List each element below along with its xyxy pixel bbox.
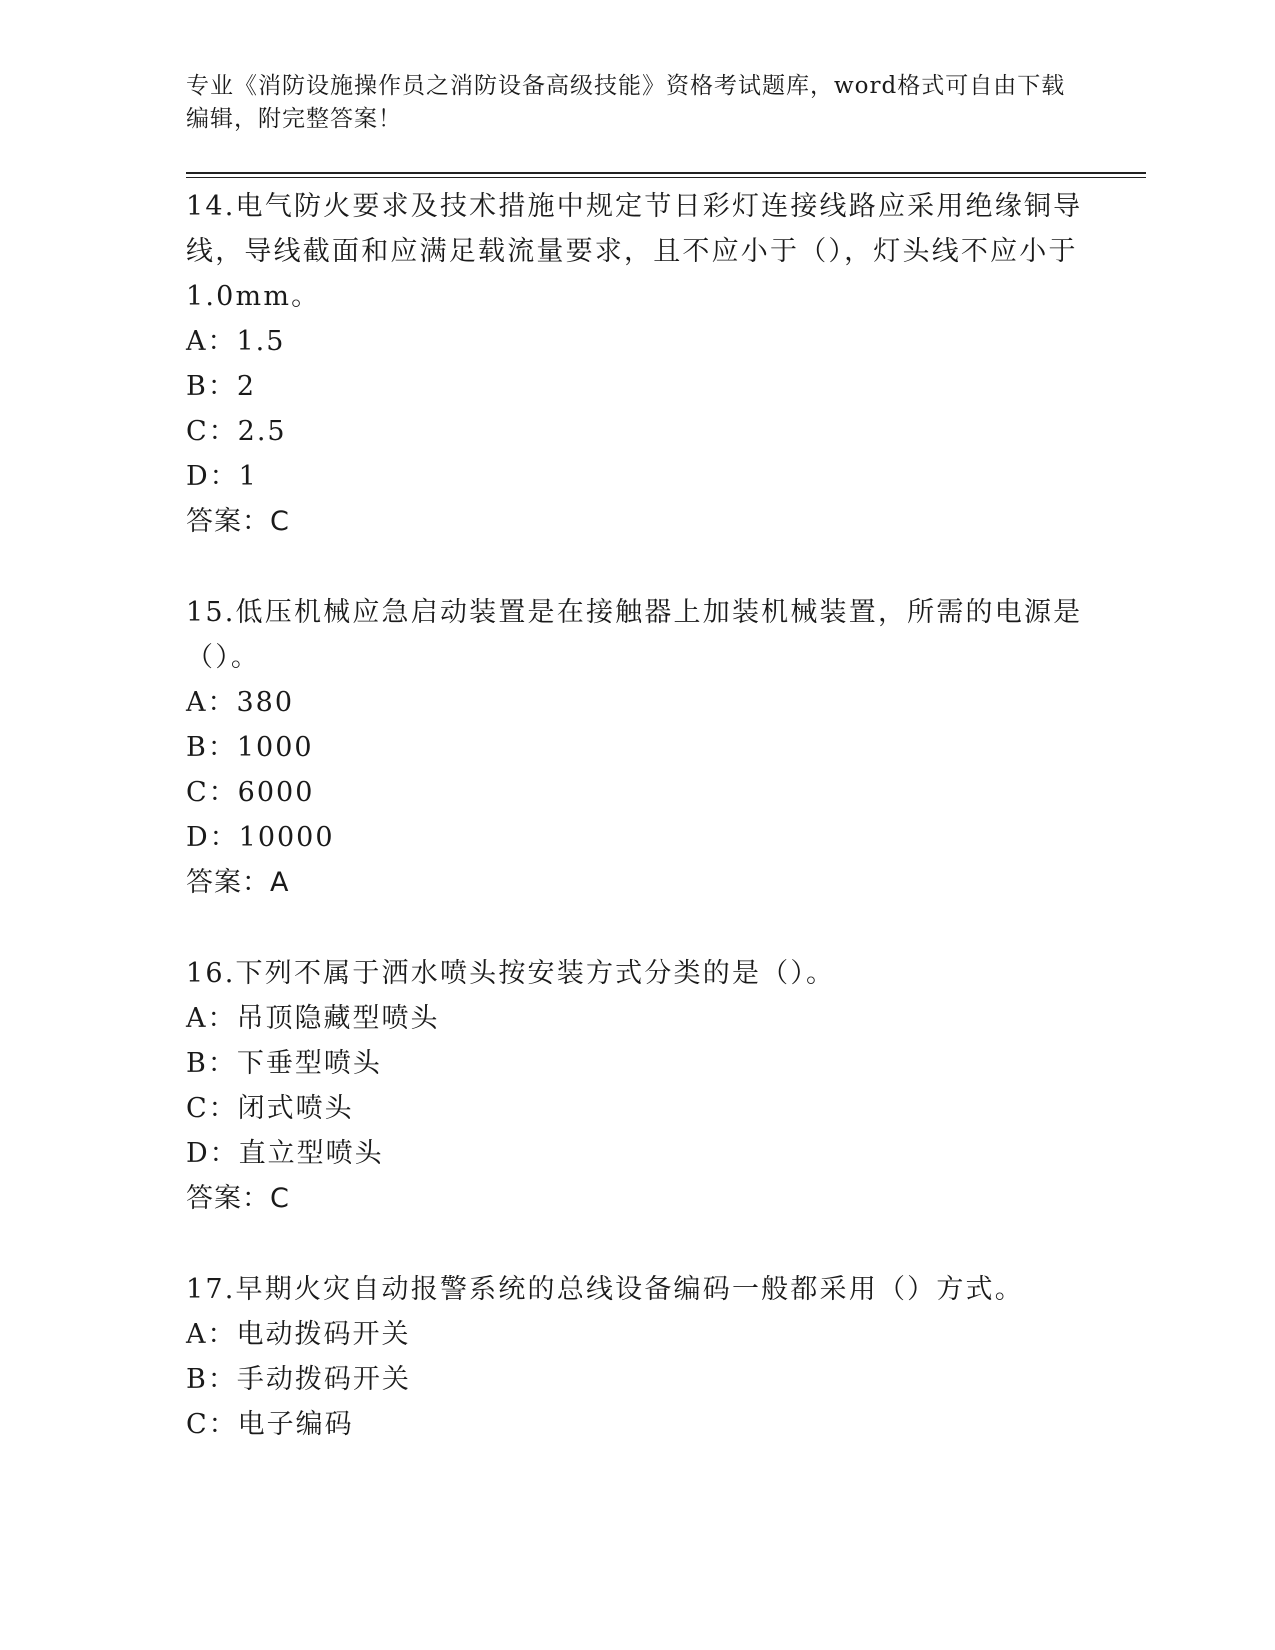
document-header: 专业《消防设施操作员之消防设备高级技能》资格考试题库，word格式可自由下载编辑，附完整答案！ [186,73,1066,132]
option-c: C：闭式喷头 [186,1093,354,1124]
option-d: D：10000 [186,822,335,853]
answer-line: 答案：C [186,506,290,537]
option-a: A：电动拨码开关 [186,1319,411,1350]
option-c: C：电子编码 [186,1409,354,1440]
header-divider [186,172,1146,174]
question-text: 16.下列不属于洒水喷头按安装方式分类的是（）。 [186,958,836,989]
answer-line: 答案：C [186,1183,290,1214]
option-a: A：吊顶隐藏型喷头 [186,1003,440,1034]
question-text: 15.低压机械应急启动装置是在接触器上加装机械装置，所需的电源是（）。 [186,597,1083,673]
answer-line: 答案：A [186,867,290,898]
option-b: B：1000 [186,732,314,763]
option-d: D：直立型喷头 [186,1138,384,1169]
option-b: B：下垂型喷头 [186,1048,382,1079]
question-15 [186,590,1146,905]
option-c: C：2.5 [186,416,287,447]
question-14 [186,184,1146,544]
question-text: 17.早期火灾自动报警系统的总线设备编码一般都采用（）方式。 [186,1274,1024,1305]
option-b: B：手动拨码开关 [186,1364,411,1395]
question-list [186,184,1146,1447]
question-text: 14.电气防火要求及技术措施中规定节日彩灯连接线路应采用绝缘铜导线，导线截面和应满足载流量要求，且不应小于（），灯头线不应小于1.0mm。 [186,191,1083,312]
option-c: C：6000 [186,777,315,808]
question-17 [186,1267,1146,1447]
option-a: A：380 [186,687,295,718]
document-page [186,70,1146,1493]
option-d: D：1 [186,461,258,492]
option-a: A：1.5 [186,326,286,357]
question-16 [186,951,1146,1221]
option-b: B：2 [186,371,257,402]
